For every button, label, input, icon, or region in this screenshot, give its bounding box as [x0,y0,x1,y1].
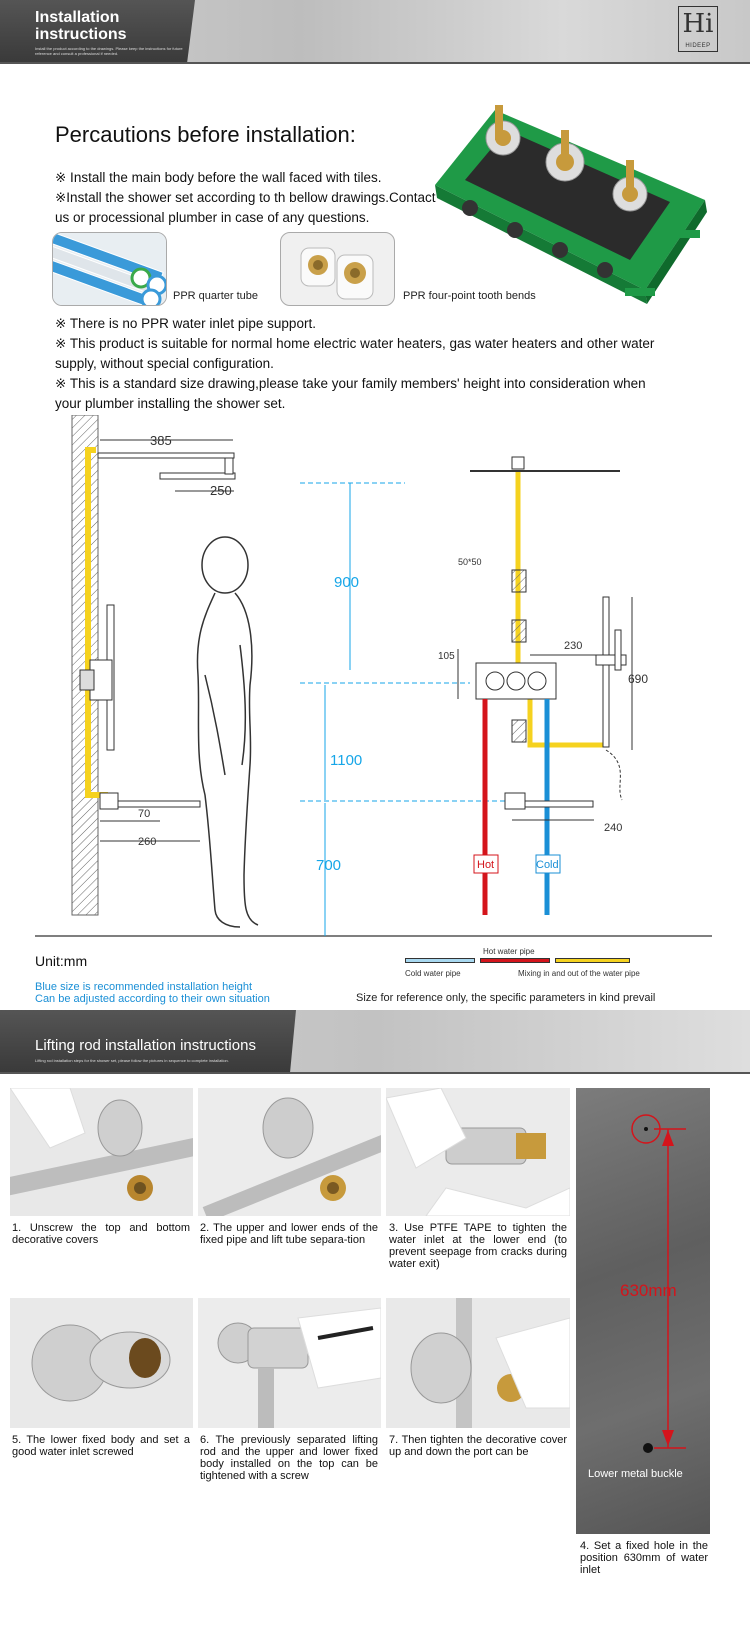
shower-head [160,473,235,479]
step-1-photo [10,1088,193,1216]
dim-1100: 1100 [330,752,363,769]
measure-label: 630mm [620,1281,677,1300]
cold-label: Cold [536,859,559,871]
dim-690: 690 [628,672,649,686]
shower-arm [98,453,234,458]
ppr-bend-image [280,232,395,306]
header-divider [0,62,750,64]
dim-900: 900 [334,574,360,591]
reference-note: Size for reference only, the specific parameters in kind prevail [356,992,656,1004]
step-4-text: 4. Set a fixed hole in the position 630mm of water inlet [580,1540,708,1576]
installation-diagram [0,415,750,940]
hot-label: Hot [477,859,495,871]
step-6-text: 6. The previously separated lifting rod and the upper and lower fixed body installed on the top can be tightened with a screw [200,1434,378,1482]
dim-700: 700 [316,857,342,874]
precaution-line-5: ※ This product is suitable for normal home electric water heaters, gas water heaters and other water [55,336,655,351]
step-7-text: 7. Then tighten the decorative cover up and down the port can be [389,1434,567,1458]
unit-label: Unit:mm [35,953,88,969]
precaution-line-1: ※ Install the main body before the wall faced with tiles. [55,170,382,185]
valve-box-image [425,90,710,310]
step-3-photo [386,1088,570,1216]
blue-note-1: Blue size is recommended installation height [35,981,253,993]
logo-text: HIDEEP [685,43,711,49]
precaution-line-4: ※ There is no PPR water inlet pipe support. [55,316,316,331]
step-6-photo [198,1298,381,1428]
tub-spout [115,801,200,807]
header-title-line2: instructions [35,26,127,43]
step-3-text: 3. Use PTFE TAPE to tighten the water inlet at the lower end (to prevent seepage from cracks during water exit) [389,1222,567,1270]
precautions-title: Percautions before installation: [55,122,356,147]
step-2-photo [198,1088,381,1216]
dim-230: 230 [564,640,583,652]
precaution-line-6: supply, without special configuration. [55,356,274,371]
slide-bar-right [603,597,609,747]
precaution-line-8: your plumber installing the shower set. [55,396,286,411]
legend-mix-label: Mixing in and out of the water pipe [518,969,640,978]
header-fine-print: Install the product according to the drawings. Please keep the instructions for future reference and consult a professional if needed. [35,46,183,56]
dim-70: 70 [138,808,151,820]
header-title-line1: Installation [35,9,120,26]
blue-note-2: Can be adjusted according to their own situation [35,993,270,1005]
step-5-photo [10,1298,193,1428]
dim-105: 105 [438,651,455,662]
precaution-line-7: ※ This is a standard size drawing,please take your family members' height into consideration when [55,376,646,391]
precaution-line-2: ※Install the shower set according to th bellow drawings.Contact [55,190,436,205]
ppr-tube-image [52,232,167,306]
legend-cold-label: Cold water pipe [405,969,461,978]
step-5-text: 5. The lower fixed body and set a good water inlet screwed [12,1434,190,1458]
dim-260: 260 [138,836,157,848]
dim-50x50: 50*50 [458,557,482,567]
dim-240: 240 [604,822,623,834]
header2-fine-print: Lifting rod installation steps for the shower set, please follow the pictures in sequence to complete installation. [35,1058,229,1063]
legend-hot-swatch [480,958,550,963]
legend-hot-label: Hot water pipe [483,947,535,956]
dim-385: 385 [150,433,172,448]
step-2-text: 2. The upper and lower ends of the fixed pipe and lift tube separa-tion [200,1222,378,1246]
brand-logo [678,6,718,52]
legend-mix-swatch [555,958,630,963]
ppr-tube-caption: PPR quarter tube [173,290,258,302]
human-figure [197,537,258,927]
step-1-text: 1. Unscrew the top and bottom decorative covers [12,1222,190,1246]
step-7-photo [386,1298,570,1428]
precaution-line-3: us or processional plumber in case of any questions. [55,210,370,225]
ppr-bend-caption: PPR four-point tooth bends [403,290,536,302]
logo-mark: Hi [682,9,714,39]
legend-cold-swatch [405,958,475,963]
dim-250: 250 [210,483,232,498]
header2-title: Lifting rod installation instructions [35,1037,256,1054]
wall-measure-photo [576,1088,710,1534]
buckle-label: Lower metal buckle [588,1468,683,1480]
header2-divider [0,1072,750,1074]
